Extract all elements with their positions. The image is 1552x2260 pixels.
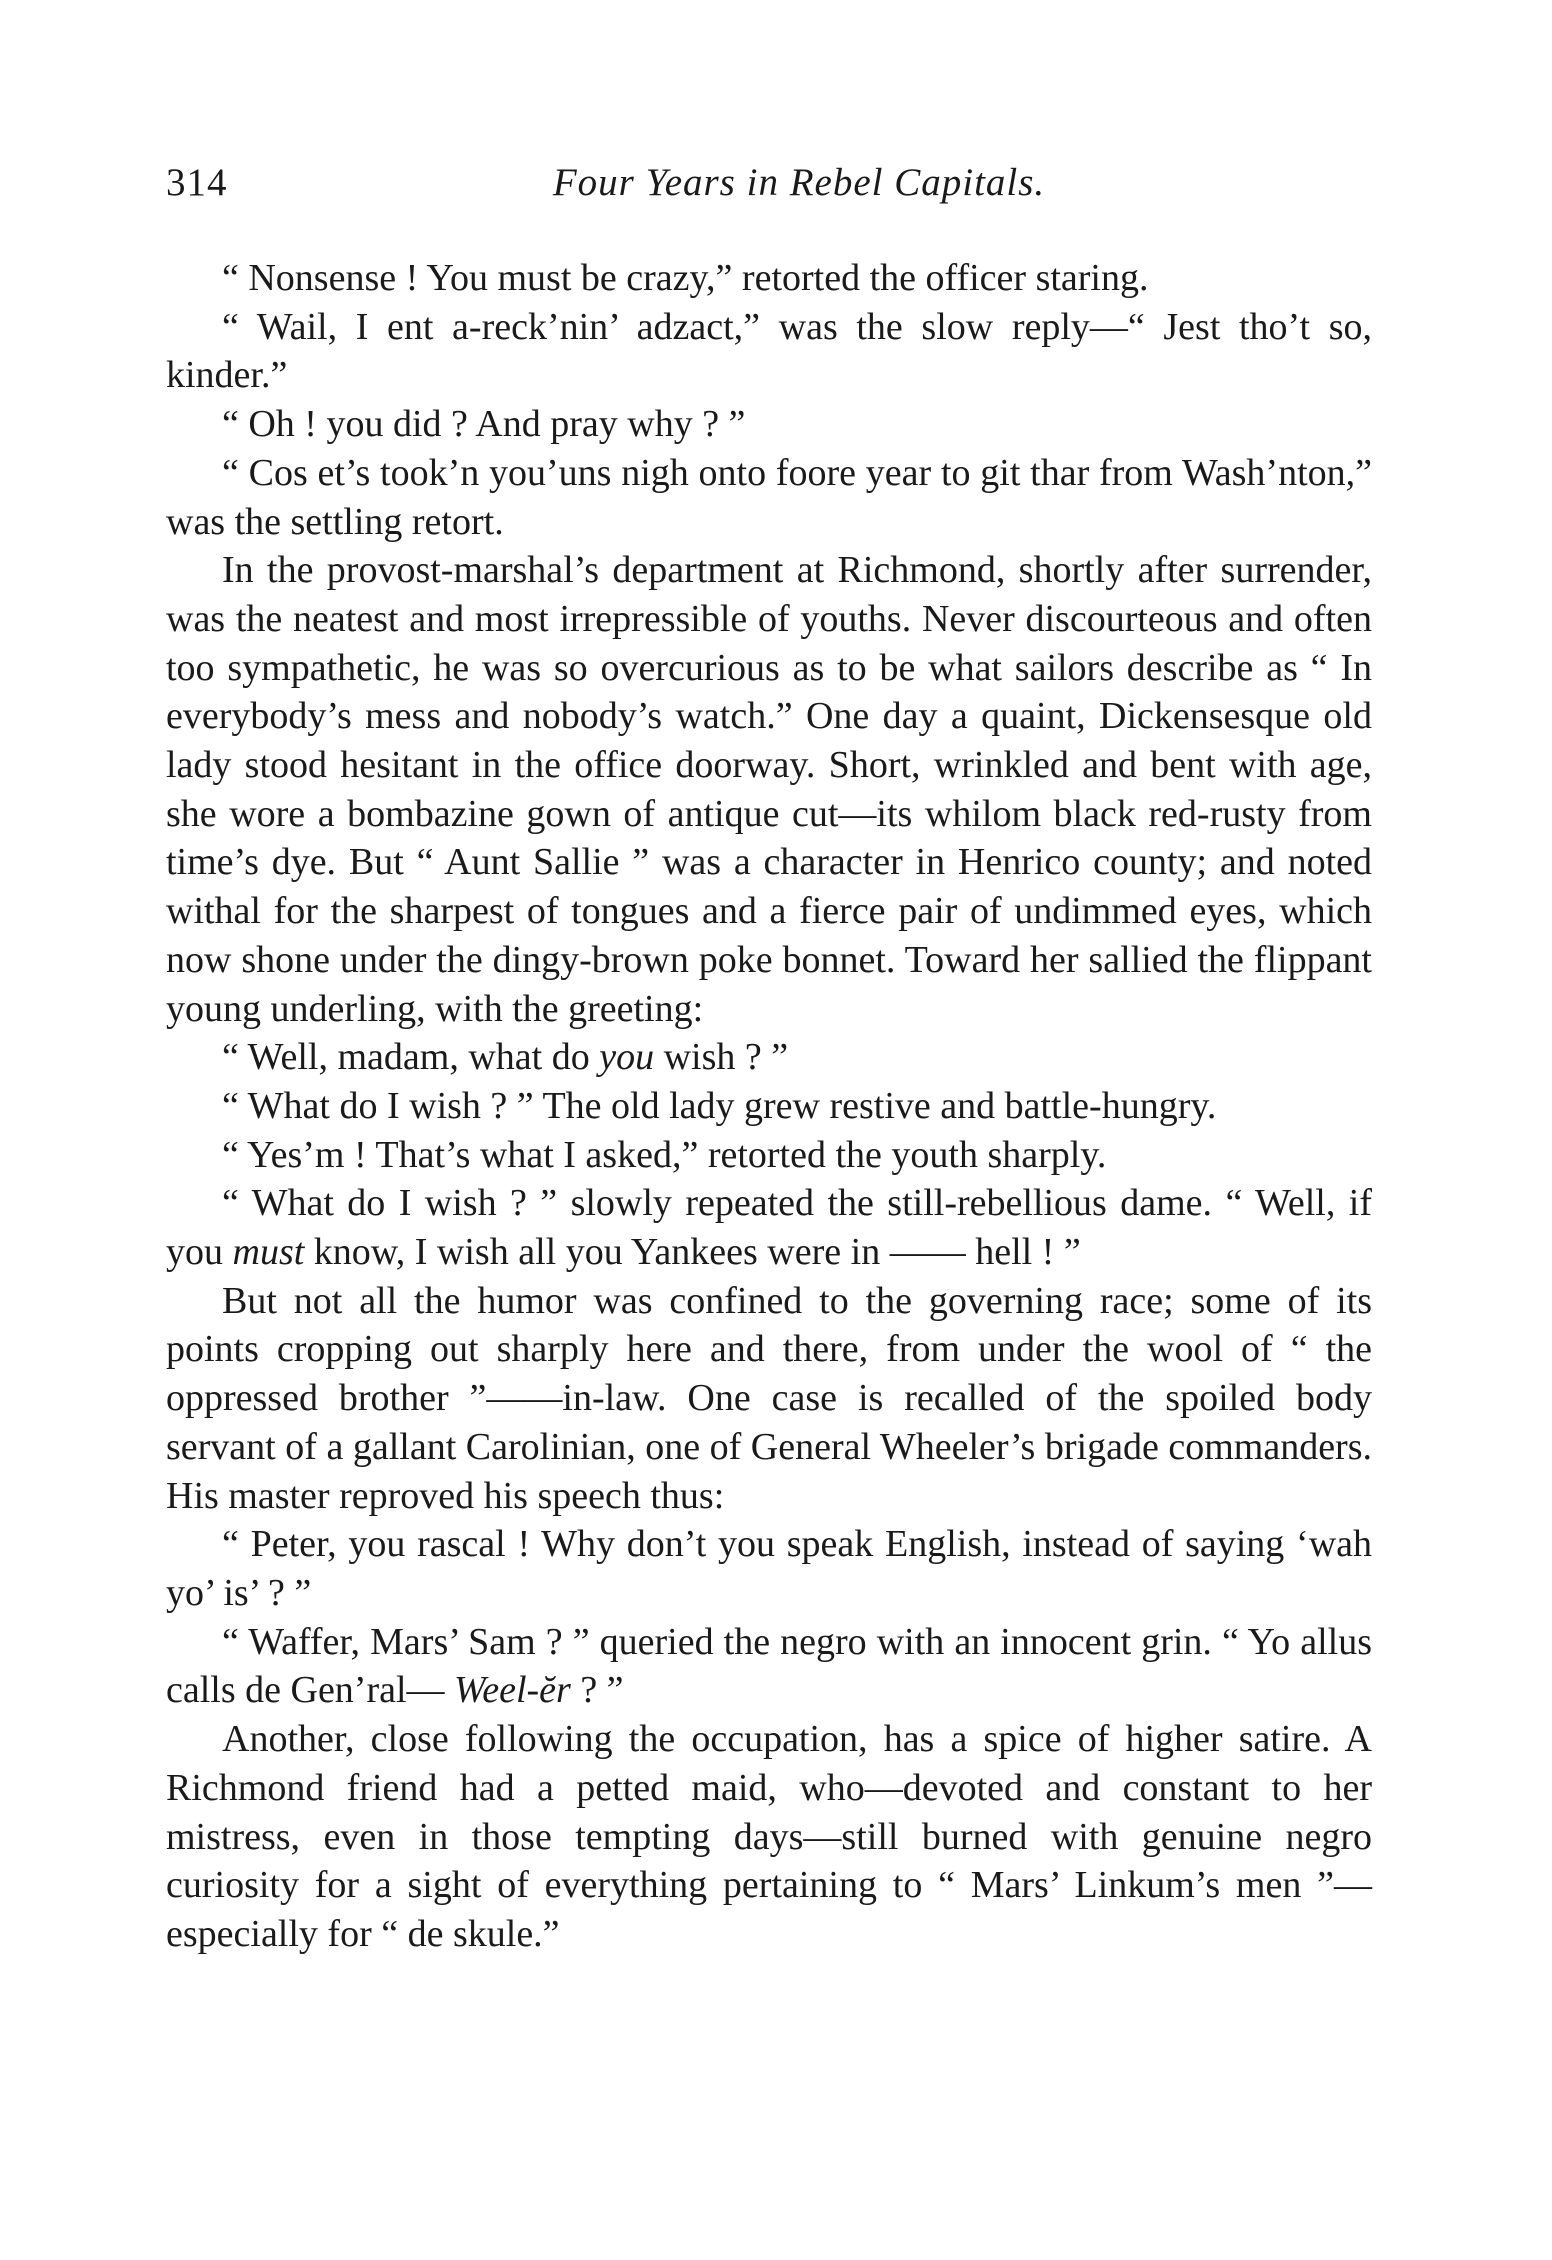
paragraph: “ Nonsense ! You must be crazy,” retorted the officer staring. [222,257,1149,299]
page-header [166,160,1372,224]
paragraph: “ What do I wish ? ” slowly repeated the still-rebellious dame. “ Well, if you must know, I wish all you Yankees were in —— hell ! ” [166,1182,1372,1274]
page-number: 314 [166,161,228,204]
paragraph: In the provost-marshal’s department at Richmond, shortly after surrender, was the neatest and most irrepressible of youths. Never discourteous and often too sympathetic, he was so overcurious as to be what sailors describe as “ In everybody’s mess and nobody’s watch.” One day a quaint, Dickensesque old lady stood hesitant in the office doorway. Short, wrinkled and bent with age, she wore a bombazine gown of antique cut—its whilom black red-rusty from time’s dye. But “ Aunt Sallie ” was a character in Henrico county; and noted withal for the sharpest of tongues and a fierce pair of undimmed eyes, which now shone under the dingy-brown poke bonnet. Toward her sallied the flippant young underling, with the greeting: [166,549,1372,1030]
paragraph: “ Oh ! you did ? And pray why ? ” [222,403,746,446]
paragraph: “ Wail, I ent a-reck’nin’ adzact,” was the slow reply—“ Jest tho’t so, kinder.” [166,305,1372,397]
emphasis: Weel-ĕr [454,1669,571,1712]
paragraph: Another, close following the occupation, has a spice of higher satire. A Richmond friend had a petted maid, who—devoted and constant to her mistress, even in those tempting days—still burned with genuine negro curiosity for a sight of everything pertaining to “ Mars’ Linkum’s men ”—especially for “ de skule.” [166,1718,1372,1955]
paragraph: “ Well, madam, what do you wish ? ” [222,1036,789,1079]
paragraph: But not all the humor was confined to the governing race; some of its points cropping out sharply here and there, from under the wool of “ the oppressed brother ”——in-law. One case is recalled of the spoiled body servant of a gallant Carolinian, one of General Wheeler’s brigade commanders. His master reproved his speech thus: [166,1279,1372,1517]
paragraph: “ Peter, you rascal ! Why don’t you speak English, instead of saying ‘wah yo’ is’ ? ” [166,1523,1372,1614]
emphasis: you [599,1036,655,1079]
emphasis: must [232,1231,305,1274]
page-body [166,254,1372,1959]
running-title: Four Years in Rebel Capitals. [552,161,1046,204]
paragraph: “ Cos et’s took’n you’uns nigh onto foore year to git thar from Wash’nton,” was the settling retort. [166,451,1372,543]
paragraph: “ Waffer, Mars’ Sam ? ” queried the negro with an innocent grin. “ Yo allus calls de Gen’ral— Weel-ĕr ? ” [166,1620,1372,1712]
paragraph: “ What do I wish ? ” The old lady grew restive and battle-hungry. [222,1084,1217,1127]
paragraph: “ Yes’m ! That’s what I asked,” retorted the youth sharply. [222,1133,1107,1176]
